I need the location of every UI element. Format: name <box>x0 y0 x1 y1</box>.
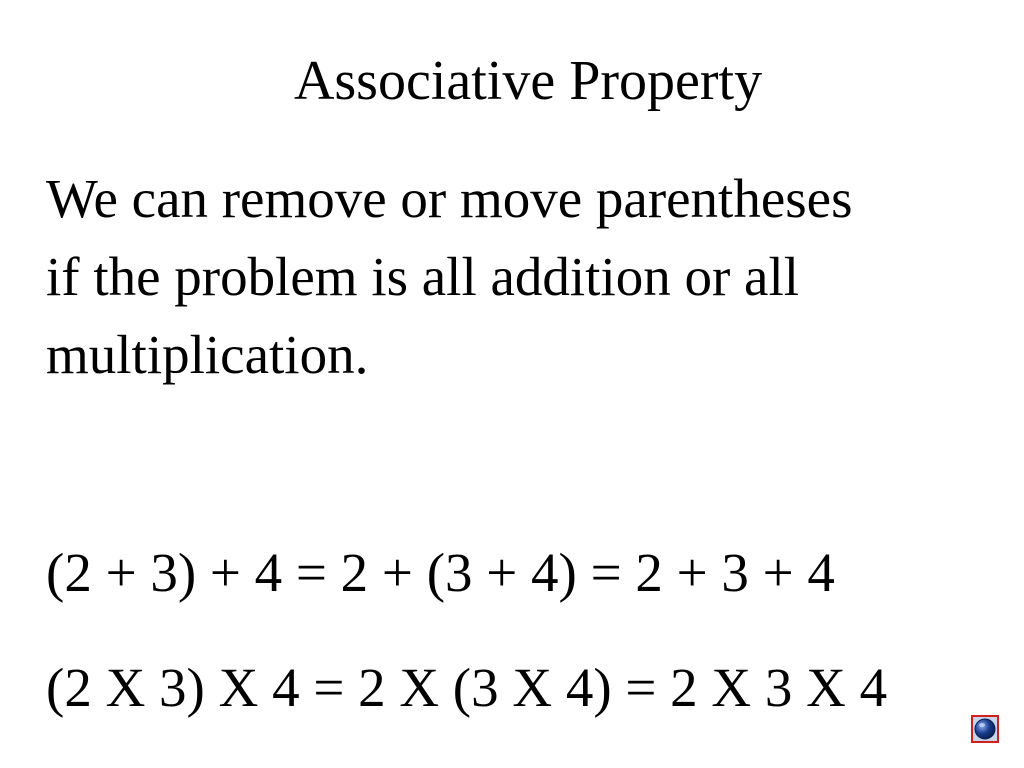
nav-button[interactable] <box>971 715 999 743</box>
addition-equation: (2 + 3) + 4 = 2 + (3 + 4) = 2 + 3 + 4 <box>46 542 835 603</box>
body-line: if the problem is all addition or all <box>46 246 800 307</box>
body-line: multiplication. <box>46 324 369 385</box>
body-line: We can remove or move parentheses <box>46 168 853 229</box>
multiplication-equation: (2 X 3) X 4 = 2 X (3 X 4) = 2 X 3 X 4 <box>46 657 888 718</box>
globe-icon <box>974 718 996 740</box>
slide-title: Associative Property <box>293 50 763 112</box>
slide-body <box>46 160 1006 394</box>
